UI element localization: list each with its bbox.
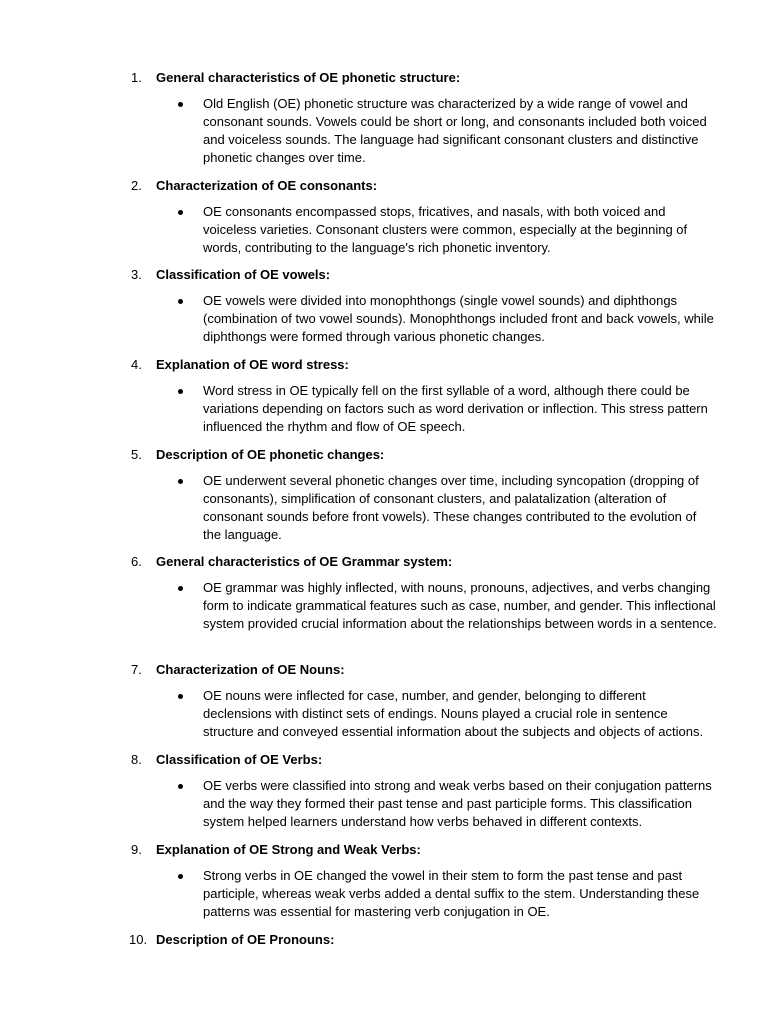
item-number: 10. <box>129 932 148 947</box>
item-description: Word stress in OE typically fell on the first syllable of a word, although there could be variations depending on factors such as word derivation or inflection. This stress pattern influenced the rhythm and flow of OE speech. <box>203 383 708 434</box>
item-heading: Description of OE phonetic changes: <box>156 447 385 462</box>
item-description: OE vowels were divided into monophthongs (single vowel sounds) and diphthongs (combination of two vowel sounds). Monophthongs included front and back vowels, while diphthongs were formed through various phonetic changes. <box>203 293 714 344</box>
item-description: OE verbs were classified into strong and weak verbs based on their conjugation patterns and the way they formed their past tense and past participle forms. This classification system helped learners understand how verbs behaved in different contexts. <box>203 778 712 829</box>
item-description: Old English (OE) phonetic structure was characterized by a wide range of vowel and consonant sounds. Vowels could be short or long, and consonants included both voiced and voiceless sounds. The language had significant consonant clusters and distinctive phonetic changes over time. <box>203 96 707 165</box>
item-number: 8. <box>131 752 142 767</box>
item-number: 3. <box>131 267 142 282</box>
item-heading: Explanation of OE Strong and Weak Verbs: <box>156 842 421 857</box>
item-number: 1. <box>131 70 142 85</box>
bullet-icon <box>178 479 183 484</box>
item-heading: Classification of OE vowels: <box>156 267 331 282</box>
item-number: 9. <box>131 842 142 857</box>
bullet-icon <box>178 102 183 107</box>
item-heading: Characterization of OE Nouns: <box>156 662 345 677</box>
item-number: 7. <box>131 662 142 677</box>
item-number: 2. <box>131 178 142 193</box>
item-heading: Characterization of OE consonants: <box>156 178 378 193</box>
bullet-icon <box>178 299 183 304</box>
item-description: Strong verbs in OE changed the vowel in their stem to form the past tense and past participle, whereas weak verbs added a dental suffix to the stem. Understanding these patterns was essential for mastering verb conjugation in OE. <box>203 868 700 919</box>
bullet-icon <box>178 586 183 591</box>
item-heading: Explanation of OE word stress: <box>156 357 349 372</box>
item-heading: Description of OE Pronouns: <box>156 932 335 947</box>
item-description: OE grammar was highly inflected, with nouns, pronouns, adjectives, and verbs changing form to indicate grammatical features such as case, number, and gender. This inflectional system provided crucial information about the relationships between words in a sentence. <box>203 580 717 631</box>
item-description: OE underwent several phonetic changes over time, including syncopation (dropping of consonants), simplification of consonant clusters, and palatalization (alteration of consonant sounds before front vowels). These changes contributed to the evolution of the language. <box>203 473 699 542</box>
item-heading: Classification of OE Verbs: <box>156 752 323 767</box>
item-number: 4. <box>131 357 142 372</box>
bullet-icon <box>178 784 183 789</box>
item-heading: General characteristics of OE Grammar system: <box>156 554 453 569</box>
item-number: 5. <box>131 447 142 462</box>
item-heading: General characteristics of OE phonetic structure: <box>156 70 461 85</box>
item-description: OE consonants encompassed stops, fricatives, and nasals, with both voiced and voiceless varieties. Consonant clusters were common, especially at the beginning of words, contributing to the language's rich phonetic inventory. <box>203 204 688 255</box>
item-number: 6. <box>131 554 142 569</box>
bullet-icon <box>178 694 183 699</box>
item-description: OE nouns were inflected for case, number, and gender, belonging to different declensions with distinct sets of endings. Nouns played a crucial role in sentence structure and conveyed essential information about the subjects and objects of actions. <box>203 688 704 739</box>
bullet-icon <box>178 389 183 394</box>
bullet-icon <box>178 210 183 215</box>
bullet-icon <box>178 874 183 879</box>
